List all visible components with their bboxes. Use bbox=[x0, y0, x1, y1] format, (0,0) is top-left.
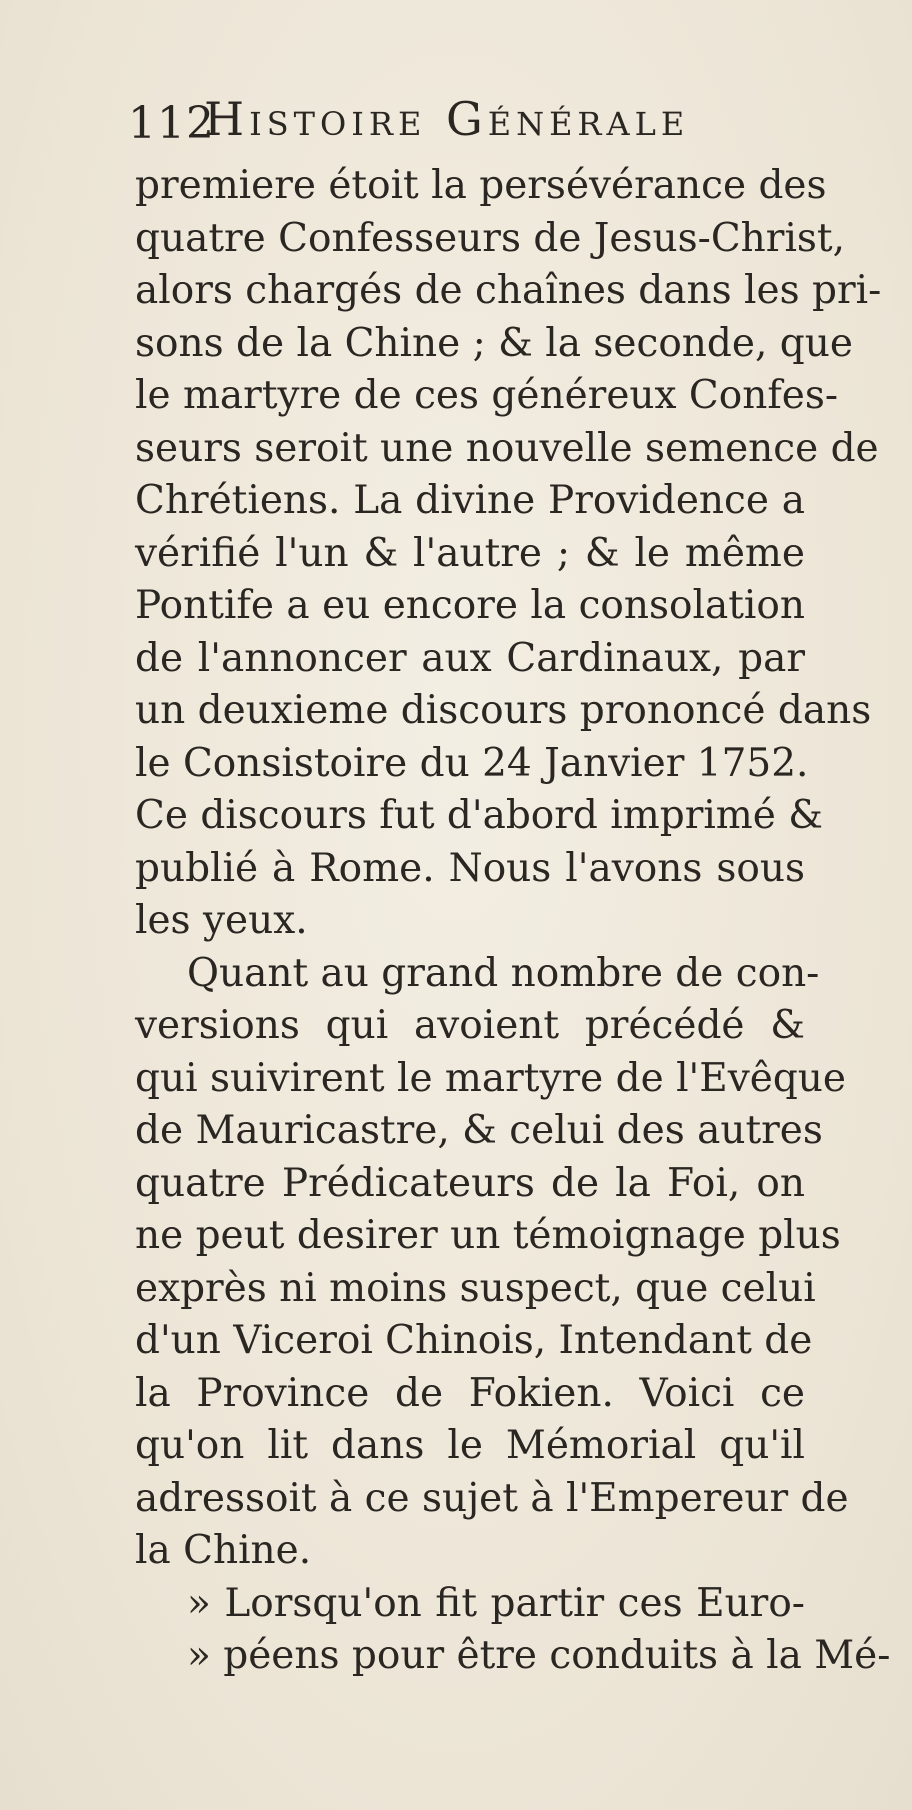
text-line: le martyre de ces généreux Confes- bbox=[135, 373, 839, 418]
text-line: ne peut desirer un témoignage plus bbox=[135, 1213, 841, 1258]
text-line: seurs seroit une nouvelle semence de bbox=[135, 425, 879, 471]
text-line: un deuxieme discours prononcé dans bbox=[135, 688, 872, 733]
text-line: Chrétiens. La divine Providence a bbox=[135, 478, 805, 523]
text-line: Pontife a eu encore la consolation bbox=[135, 583, 805, 628]
text-line: premiere étoit la persévérance des bbox=[135, 163, 827, 208]
text-line: adressoit à ce sujet à l'Empereur de bbox=[135, 1475, 849, 1521]
text-line: le Consistoire du 24 Janvier 1752. bbox=[135, 740, 809, 786]
body-text bbox=[135, 160, 891, 1683]
text-line: quatre Confesseurs de Jesus-Christ, bbox=[135, 215, 845, 261]
text-line: vérifié l'un & l'autre ; & le même bbox=[135, 530, 805, 576]
text-line: quatre Prédicateurs de la Foi, on bbox=[135, 1160, 805, 1206]
text-line: de l'annoncer aux Cardinaux, par bbox=[135, 635, 805, 681]
text-line: la Province de Fokien. Voici ce bbox=[135, 1370, 805, 1416]
paragraph-start-line: Quant au grand nombre de con- bbox=[187, 950, 820, 996]
text-line: alors chargés de chaînes dans les pri- bbox=[135, 268, 882, 313]
page-number: 112 bbox=[128, 98, 215, 149]
text-line: versions qui avoient précédé & bbox=[135, 1003, 805, 1048]
page-header bbox=[128, 92, 778, 152]
quotation-line: » Lorsqu'on fit partir ces Euro- bbox=[187, 1580, 805, 1626]
text-line: les yeux. bbox=[135, 898, 308, 943]
text-line: publié à Rome. Nous l'avons sous bbox=[135, 845, 805, 891]
text-line: exprès ni moins suspect, que celui bbox=[135, 1265, 816, 1311]
text-line: d'un Viceroi Chinois, Intendant de bbox=[135, 1318, 813, 1363]
running-title: Histoire Générale bbox=[204, 92, 690, 146]
text-line: de Mauricastre, & celui des autres bbox=[135, 1108, 823, 1153]
text-line: sons de la Chine ; & la seconde, que bbox=[135, 320, 853, 366]
text-line: qui suivirent le martyre de l'Evêque bbox=[135, 1055, 847, 1101]
text-line: qu'on lit dans le Mémorial qu'il bbox=[135, 1423, 805, 1468]
text-line: Ce discours fut d'abord imprimé & bbox=[135, 793, 823, 838]
quotation-line: » péens pour être conduits à la Mé- bbox=[187, 1633, 891, 1678]
text-line: la Chine. bbox=[135, 1528, 312, 1573]
